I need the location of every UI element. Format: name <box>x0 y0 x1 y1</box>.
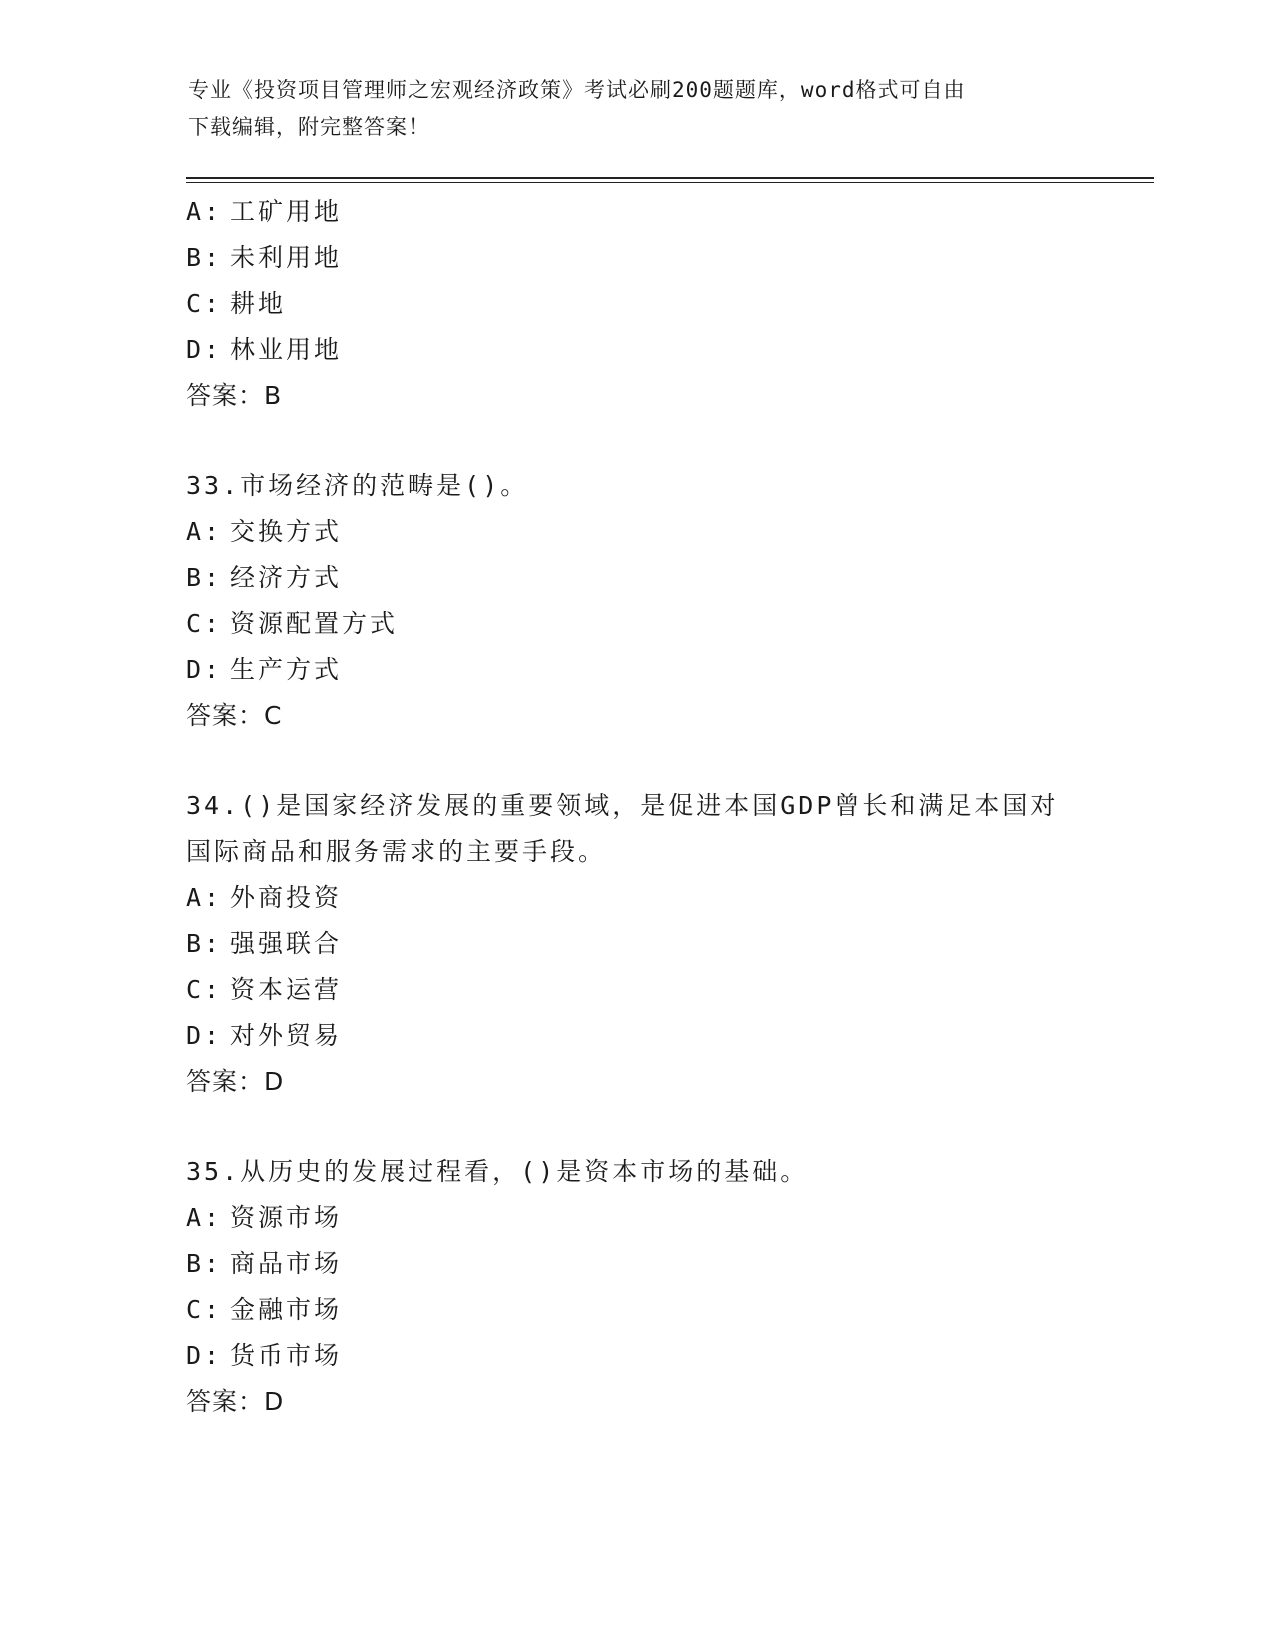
option-a: A: 交换方式 <box>186 517 343 546</box>
question-list <box>186 189 1086 1425</box>
option-d: D: 林业用地 <box>186 335 343 364</box>
answer-label: 答案：B <box>186 381 283 410</box>
option-b: B: 经济方式 <box>186 563 343 592</box>
document-header <box>188 72 1088 146</box>
answer-label: 答案：C <box>186 701 283 730</box>
question-32-block <box>186 189 1086 419</box>
question-33-block <box>186 463 1086 739</box>
option-b: B: 商品市场 <box>186 1249 343 1278</box>
header-line-2: 下载编辑，附完整答案！ <box>188 115 430 139</box>
question-stem: 35.从历史的发展过程看，()是资本市场的基础。 <box>186 1157 809 1186</box>
question-34-block <box>186 783 1086 1105</box>
header-line-1: 专业《投资项目管理师之宏观经济政策》考试必刷200题题库，word格式可自由 <box>188 78 966 102</box>
option-b: B: 强强联合 <box>186 929 343 958</box>
question-stem: 33.市场经济的范畴是()。 <box>186 471 529 500</box>
option-b: B: 未利用地 <box>186 243 343 272</box>
option-d: D: 货币市场 <box>186 1341 343 1370</box>
option-c: C: 资本运营 <box>186 975 343 1004</box>
option-a: A: 工矿用地 <box>186 197 343 226</box>
option-c: C: 耕地 <box>186 289 287 318</box>
header-rule-thick <box>186 177 1154 179</box>
answer-label: 答案：D <box>186 1067 285 1096</box>
question-stem-continued: 国际商品和服务需求的主要手段。 <box>186 837 607 866</box>
header-rule-thin <box>186 182 1154 183</box>
option-d: D: 生产方式 <box>186 655 343 684</box>
option-a: A: 资源市场 <box>186 1203 343 1232</box>
option-d: D: 对外贸易 <box>186 1021 343 1050</box>
question-stem: 34.()是国家经济发展的重要领域，是促进本国GDP曾长和满足本国对 <box>186 791 1059 820</box>
answer-label: 答案：D <box>186 1387 285 1416</box>
question-35-block <box>186 1149 1086 1425</box>
option-c: C: 金融市场 <box>186 1295 343 1324</box>
option-c: C: 资源配置方式 <box>186 609 399 638</box>
option-a: A: 外商投资 <box>186 883 343 912</box>
